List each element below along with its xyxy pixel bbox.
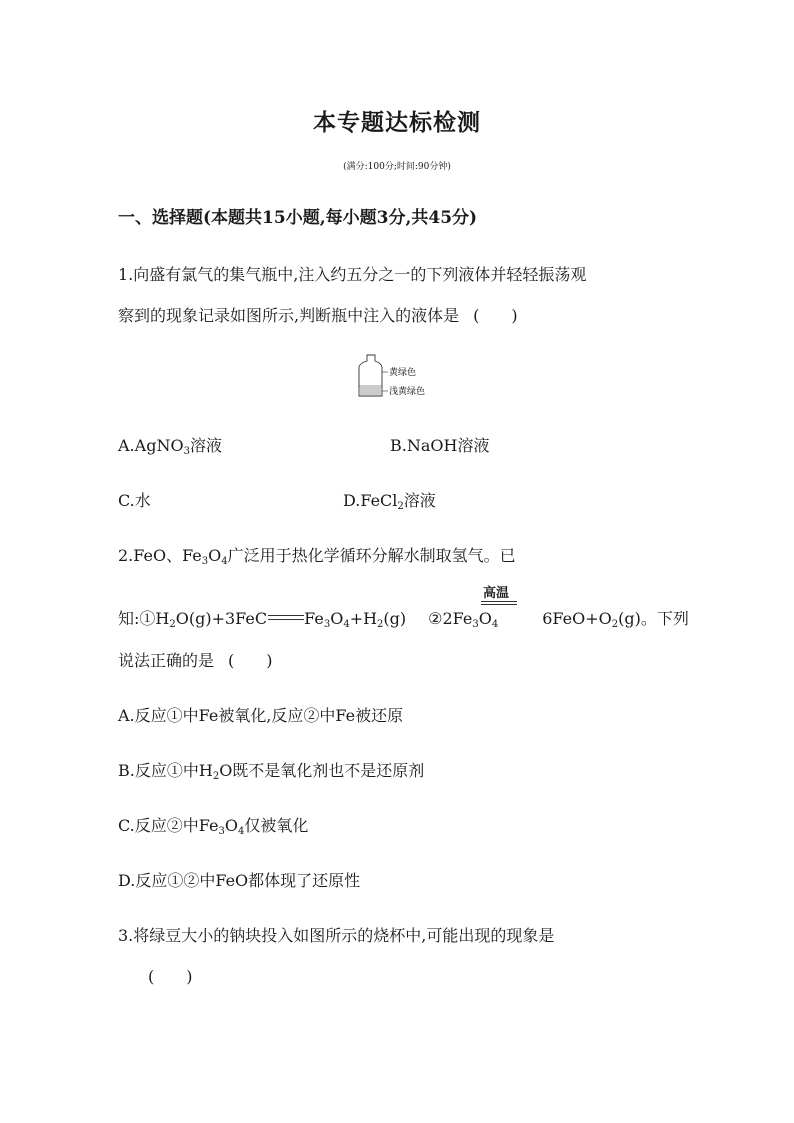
question-text: 广泛用于热化学循环分解水制取氢气。已 <box>227 546 516 565</box>
question-1-stem: 察到的现象记录如图所示,判断瓶中注入的液体是 <box>118 306 460 325</box>
answer-blank: ( ) <box>148 967 193 986</box>
subscript: 2 <box>169 619 176 630</box>
subscript: 3 <box>323 619 331 630</box>
figure-label-top: 黄绿色 <box>389 368 417 378</box>
equation-text: ②2Fe <box>428 609 473 628</box>
reaction-condition-equals <box>481 601 517 605</box>
answer-blank: ( ) <box>228 651 273 670</box>
subscript: 4 <box>221 556 228 567</box>
subscript: 3 <box>183 446 190 457</box>
equation-text: (g)。下列 <box>618 609 689 628</box>
option-2c <box>118 813 308 836</box>
option-text: 仅被氧化 <box>244 816 309 835</box>
subscript: 2 <box>377 619 384 630</box>
subscript: 2 <box>611 619 619 630</box>
equation-text: 6FeO+O <box>542 609 612 628</box>
option-1b: B.NaOH溶液 <box>390 436 490 455</box>
option-text: D.FeCl <box>343 491 398 510</box>
subscript: 3 <box>218 826 225 837</box>
option-text: A.AgNO <box>118 436 184 455</box>
question-2-line-1 <box>118 543 516 566</box>
option-1a <box>118 433 222 456</box>
gas-bottle-figure <box>355 352 445 402</box>
equation-text: O <box>330 609 344 628</box>
question-1-line-2 <box>118 303 518 326</box>
question-2-line-3 <box>118 648 273 671</box>
option-text: C.反应②中Fe <box>118 816 219 835</box>
question-text: 说法正确的是 <box>118 651 215 670</box>
option-text: O既不是氧化剂也不是还原剂 <box>219 761 425 780</box>
question-3-line-1: 3.将绿豆大小的钠块投入如图所示的烧杯中,可能出现的现象是 <box>118 926 555 945</box>
equation-text: (g) <box>383 609 407 628</box>
liquid-fill <box>360 387 381 395</box>
option-text: O <box>224 816 238 835</box>
option-2d: D.反应①②中FeO都体现了还原性 <box>118 871 361 890</box>
subscript: 3 <box>472 619 479 630</box>
equation-text: 知:①H <box>118 609 170 628</box>
option-2b <box>118 758 424 781</box>
equation-text: O(g)+3FeC <box>175 609 268 628</box>
option-text: B.反应①中H <box>118 761 213 780</box>
option-1d <box>343 488 436 511</box>
subscript: 4 <box>237 826 245 837</box>
option-2a: A.反应①中Fe被氧化,反应②中Fe被还原 <box>118 706 404 725</box>
subscript: 4 <box>343 619 350 630</box>
question-text: 2.FeO、Fe <box>118 546 202 565</box>
equals-sign <box>268 615 304 620</box>
page-title: 本专题达标检测 <box>313 109 481 136</box>
page-subtitle: (满分:100分;时间:90分钟) <box>343 162 451 172</box>
equation-text: Fe <box>304 609 324 628</box>
question-2-equations <box>118 606 689 629</box>
equation-text: O <box>478 609 492 628</box>
subscript: 2 <box>212 771 220 782</box>
question-1-line-1: 1.向盛有氯气的集气瓶中,注入约五分之一的下列液体并轻轻振荡观 <box>118 265 587 284</box>
subscript: 4 <box>491 619 499 630</box>
answer-blank: ( ) <box>473 306 518 325</box>
figure-label-bottom: 浅黄绿色 <box>389 387 426 397</box>
subscript: 2 <box>397 501 404 512</box>
section-heading: 一、选择题(本题共15小题,每小题3分,共45分) <box>118 208 478 228</box>
option-1c: C.水 <box>118 491 151 510</box>
reaction-condition: 高温 <box>483 586 510 601</box>
subscript: 3 <box>201 556 209 567</box>
equation-text: +H <box>349 609 378 628</box>
question-text: O <box>208 546 222 565</box>
option-text: 溶液 <box>403 491 436 510</box>
option-text: 溶液 <box>189 436 222 455</box>
